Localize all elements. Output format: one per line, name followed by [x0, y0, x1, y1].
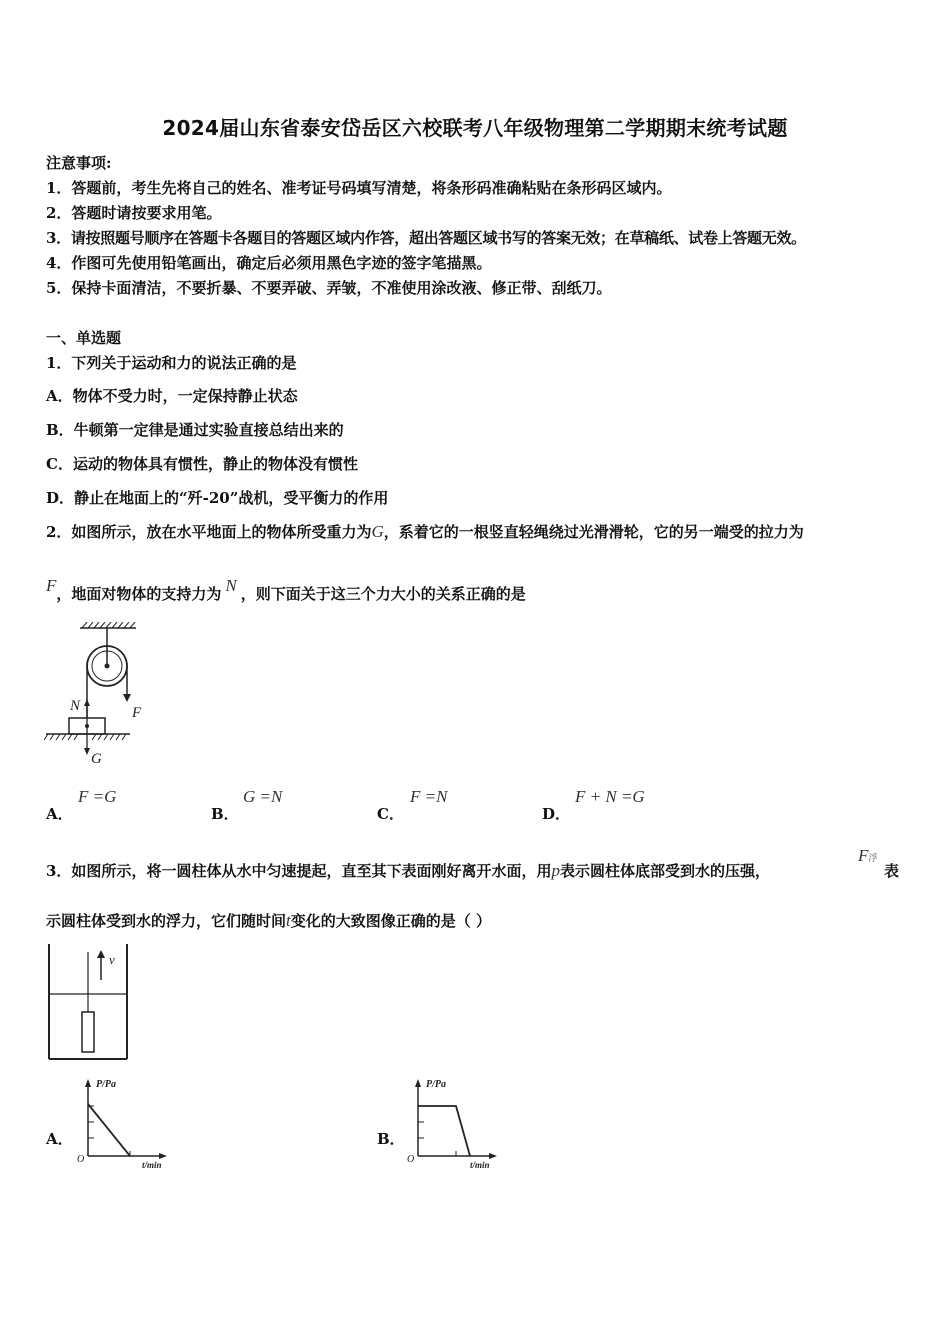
page-title: 2024届山东省泰安岱岳区六校联考八年级物理第二学期期末统考试题 [162, 116, 788, 140]
q1-option-b: B．牛顿第一定律是通过实验直接总结出来的 [46, 421, 344, 439]
graph-b-origin: O [407, 1154, 415, 1165]
q2-option-d-expr: F + N =G [575, 787, 645, 806]
graph-a-origin: O [77, 1154, 85, 1165]
notice-heading: 注意事项: [46, 154, 112, 172]
q1-stem: 1．下列关于运动和力的说法正确的是 [46, 354, 297, 372]
symbol-n: N [225, 576, 237, 595]
graph-b-xlabel: t/min [470, 1160, 490, 1170]
symbol-t: t [286, 911, 291, 930]
q1-option-d: D．静止在地面上的“歼-20”战机，受平衡力的作用 [46, 489, 389, 507]
pulley-figure [44, 622, 144, 768]
graph-b-ylabel: P/Pa [426, 1079, 446, 1090]
symbol-f-buoyancy: F浮 [858, 846, 878, 865]
label-g: G [91, 751, 102, 767]
label-v: v [109, 952, 115, 967]
graph-a-xlabel: t/min [142, 1160, 162, 1170]
q2-option-c-expr: F =N [410, 787, 448, 806]
q2-option-b-expr: G =N [243, 787, 283, 806]
q3-graph-b [404, 1074, 502, 1172]
q3-graph-a [74, 1074, 172, 1172]
notice-item: 1．答题前，考生先将自己的姓名、准考证号码填写清楚，将条形码准确粘贴在条形码区域内。 [46, 179, 672, 197]
q1-option-a: A．物体不受力时，一定保持静止状态 [46, 387, 298, 405]
q3-option-b-label: B． [377, 1130, 405, 1148]
q3-stem-line1: 3．如图所示，将一圆柱体从水中匀速提起，直至其下表面刚好离开水面，用p表示圆柱体底部受到水的压强， [46, 861, 770, 880]
q3-stem-line1-end: 表 [884, 862, 900, 880]
q3-option-a-label: A． [46, 1130, 73, 1148]
q2-stem-line2: F，地面对物体的支持力为 N ，则下面关于这三个力大小的关系正确的是 [46, 576, 526, 603]
notice-item: 4．作图可先使用铅笔画出，确定后必须用黑色字迹的签字笔描黑。 [46, 254, 492, 272]
notice-item: 2．答题时请按要求用笔。 [46, 204, 222, 222]
label-f: F [132, 705, 142, 721]
notice-item: 5．保持卡面清洁，不要折暴、不要弄破、弄皱，不准使用涂改液、修正带、刮纸刀。 [46, 279, 612, 297]
symbol-g: G [371, 522, 384, 541]
q2-option-b-label: B． [211, 805, 239, 823]
section-heading: 一、单选题 [46, 329, 122, 347]
q2-option-d-label: D． [542, 805, 571, 823]
graph-a-ylabel: P/Pa [96, 1079, 116, 1090]
q2-option-a-label: A． [46, 805, 73, 823]
q2-option-c-label: C． [377, 805, 404, 823]
notice-item: 3．请按照题号顺序在答题卡各题目的答题区域内作答，超出答题区域书写的答案无效；在草稿纸、试卷上答题无效。 [46, 229, 806, 247]
container-figure [46, 942, 130, 1062]
q3-stem-line2: 示圆柱体受到水的浮力，它们随时间t变化的大致图像正确的是（ ） [46, 911, 491, 930]
q1-option-c: C．运动的物体具有惯性，静止的物体没有惯性 [46, 455, 358, 473]
q2-option-a-expr: F =G [78, 787, 117, 806]
symbol-p: p [551, 861, 560, 880]
label-n: N [70, 698, 81, 714]
q2-stem-line1: 2．如图所示，放在水平地面上的物体所受重力为G，系着它的一根竖直轻绳绕过光滑滑轮，它的另一端受的拉力为 [46, 522, 804, 541]
symbol-f: F [46, 576, 57, 595]
